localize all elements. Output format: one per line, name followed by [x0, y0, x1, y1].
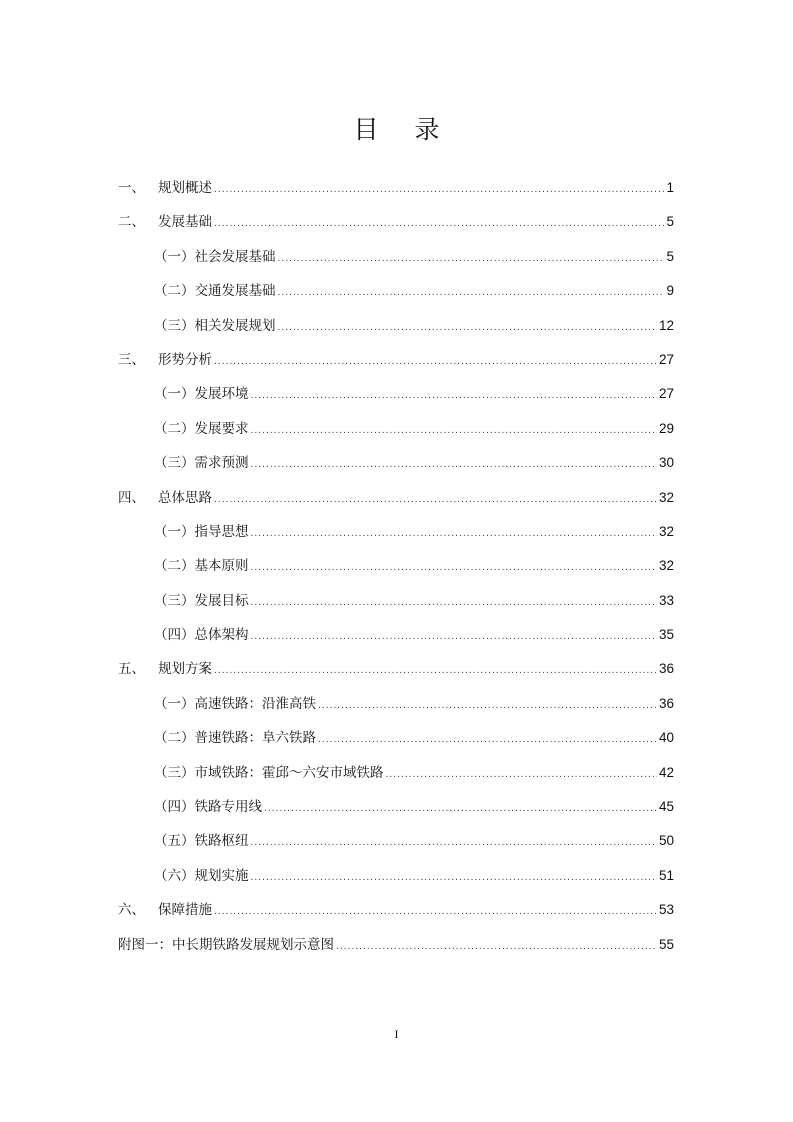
toc-entry[interactable]: [118, 309, 674, 343]
toc-entry-number: （六）: [154, 867, 195, 884]
toc-entry-number: （四）: [154, 627, 195, 644]
toc-dot-leader: [251, 861, 657, 895]
toc-entry-title: 相关发展规划: [194, 317, 276, 334]
toc-dot-leader: [278, 242, 665, 276]
toc-entry-page: 36: [658, 695, 674, 711]
toc-entry-page: 40: [658, 730, 674, 746]
toc-entry-page: 32: [658, 558, 674, 574]
toc-entry-title: 形势分析: [158, 351, 212, 368]
toc-entry-title: 总体思路: [158, 489, 212, 506]
toc-entry-page: 32: [658, 489, 674, 505]
toc-entry-title: 铁路专用线: [194, 799, 262, 816]
toc-entry[interactable]: [118, 721, 674, 755]
toc-dot-leader: [251, 448, 657, 482]
toc-entry[interactable]: [118, 652, 674, 686]
toc-entry-page: 32: [658, 523, 674, 539]
toc-entry-title: 需求预测: [194, 455, 249, 472]
toc-entry-page: 36: [658, 661, 674, 677]
toc-entry[interactable]: [118, 756, 674, 790]
toc-entry-page: 42: [658, 764, 674, 780]
toc-entry-page: 33: [658, 592, 674, 608]
toc-entry-title: 发展要求: [194, 420, 249, 437]
toc-dot-leader: [251, 586, 657, 620]
toc-entry-title: 交通发展基础: [194, 283, 276, 300]
toc-entry-page: 1: [666, 180, 674, 195]
toc-dot-leader: [278, 276, 665, 310]
toc-dot-leader: [214, 173, 664, 207]
toc-dot-leader: [251, 620, 657, 654]
toc-entry-title: 发展基础: [158, 214, 212, 231]
toc-entry-title: 高速铁路：沿淮高铁: [194, 695, 316, 712]
toc-entry-number: （三）: [154, 455, 195, 472]
toc-dot-leader: [214, 654, 657, 688]
toc-entry[interactable]: [118, 377, 674, 411]
toc-dot-leader: [386, 758, 657, 792]
toc-entry[interactable]: [118, 446, 674, 480]
toc-entry[interactable]: [118, 790, 674, 824]
toc-entry-page: 5: [666, 214, 674, 230]
toc-entry-number: （一）: [154, 386, 195, 403]
toc-dot-leader: [251, 826, 657, 860]
toc-dot-leader: [251, 517, 657, 551]
toc-entry-page: 35: [658, 627, 674, 643]
toc-entry-number: （二）: [154, 420, 195, 437]
toc-dot-leader: [214, 483, 657, 517]
toc-entry-title: 社会发展基础: [194, 248, 276, 265]
toc-entry-number: 三、: [118, 351, 145, 368]
toc-entry-number: 二、: [118, 214, 145, 231]
toc-entry-page: 30: [658, 455, 674, 471]
toc-entry-title: 发展目标: [194, 592, 249, 609]
toc-entry-page: 53: [658, 902, 674, 918]
toc-entry-page: 9: [666, 283, 674, 299]
toc-entry-number: 附图一：: [118, 936, 172, 953]
toc-entry[interactable]: [118, 343, 674, 377]
toc-dot-leader: [251, 379, 657, 413]
toc-entry[interactable]: [118, 859, 674, 893]
toc-entry-title: 市域铁路：霍邱～六安市域铁路: [194, 764, 384, 781]
toc-entry-title: 规划概述: [158, 180, 212, 196]
toc-dot-leader: [251, 414, 657, 448]
table-of-contents: [118, 171, 674, 962]
toc-entry-title: 发展环境: [194, 386, 249, 403]
toc-entry[interactable]: [118, 412, 674, 446]
toc-dot-leader: [318, 689, 657, 723]
toc-entry[interactable]: [118, 893, 674, 927]
toc-entry-number: 一、: [118, 180, 145, 196]
toc-entry[interactable]: [118, 481, 674, 515]
toc-entry-number: （二）: [154, 730, 195, 747]
toc-entry-title: 规划方案: [158, 661, 212, 678]
toc-entry-number: （五）: [154, 833, 195, 850]
toc-entry-number: （一）: [154, 695, 195, 712]
toc-entry[interactable]: [118, 205, 674, 239]
toc-entry-title: 普速铁路：阜六铁路: [194, 730, 316, 747]
toc-entry-number: 六、: [118, 902, 145, 919]
toc-entry-number: （二）: [154, 283, 195, 300]
toc-entry-page: 55: [658, 936, 674, 952]
toc-dot-leader: [214, 345, 657, 379]
toc-dot-leader: [318, 723, 657, 757]
toc-entry[interactable]: [118, 549, 674, 583]
toc-entry-number: 四、: [118, 489, 145, 506]
toc-entry[interactable]: [118, 928, 674, 962]
toc-dot-leader: [336, 930, 657, 964]
toc-entry-page: 29: [658, 420, 674, 436]
toc-dot-leader: [264, 792, 657, 826]
toc-entry-page: 27: [658, 386, 674, 402]
toc-dot-leader: [251, 551, 657, 585]
toc-entry-title: 基本原则: [194, 558, 249, 575]
toc-entry-number: （四）: [154, 799, 195, 816]
toc-entry[interactable]: [118, 584, 674, 618]
toc-entry-title: 保障措施: [158, 902, 212, 919]
toc-entry-title: 指导思想: [194, 523, 249, 540]
toc-entry-number: （一）: [154, 248, 195, 265]
page-title: 目 录: [353, 115, 454, 144]
page-number: I: [394, 1027, 399, 1041]
toc-dot-leader: [214, 895, 657, 929]
toc-entry-page: 45: [658, 799, 674, 815]
toc-entry-title: 规划实施: [194, 867, 249, 884]
toc-entry[interactable]: [118, 618, 674, 652]
toc-entry-page: 27: [658, 351, 674, 367]
toc-entry-page: 50: [658, 833, 674, 849]
toc-dot-leader: [278, 311, 657, 345]
toc-entry-number: （一）: [154, 523, 195, 540]
toc-entry-number: （三）: [154, 764, 195, 781]
toc-entry-page: 51: [658, 867, 674, 883]
toc-entry-title: 总体架构: [194, 627, 249, 644]
toc-entry[interactable]: [118, 240, 674, 274]
toc-entry-page: 5: [666, 248, 674, 264]
toc-entry[interactable]: [118, 687, 674, 721]
toc-entry-number: （二）: [154, 558, 195, 575]
toc-entry-number: （三）: [154, 317, 195, 334]
toc-entry-number: 五、: [118, 661, 145, 678]
toc-entry[interactable]: [118, 824, 674, 858]
toc-entry-title: 铁路枢纽: [194, 833, 249, 850]
toc-entry[interactable]: [118, 171, 674, 205]
toc-entry-title: 中长期铁路发展规划示意图: [172, 936, 334, 953]
toc-dot-leader: [214, 207, 664, 241]
toc-entry[interactable]: [118, 515, 674, 549]
toc-entry[interactable]: [118, 274, 674, 308]
toc-entry-number: （三）: [154, 592, 195, 609]
toc-entry-page: 12: [658, 317, 674, 333]
